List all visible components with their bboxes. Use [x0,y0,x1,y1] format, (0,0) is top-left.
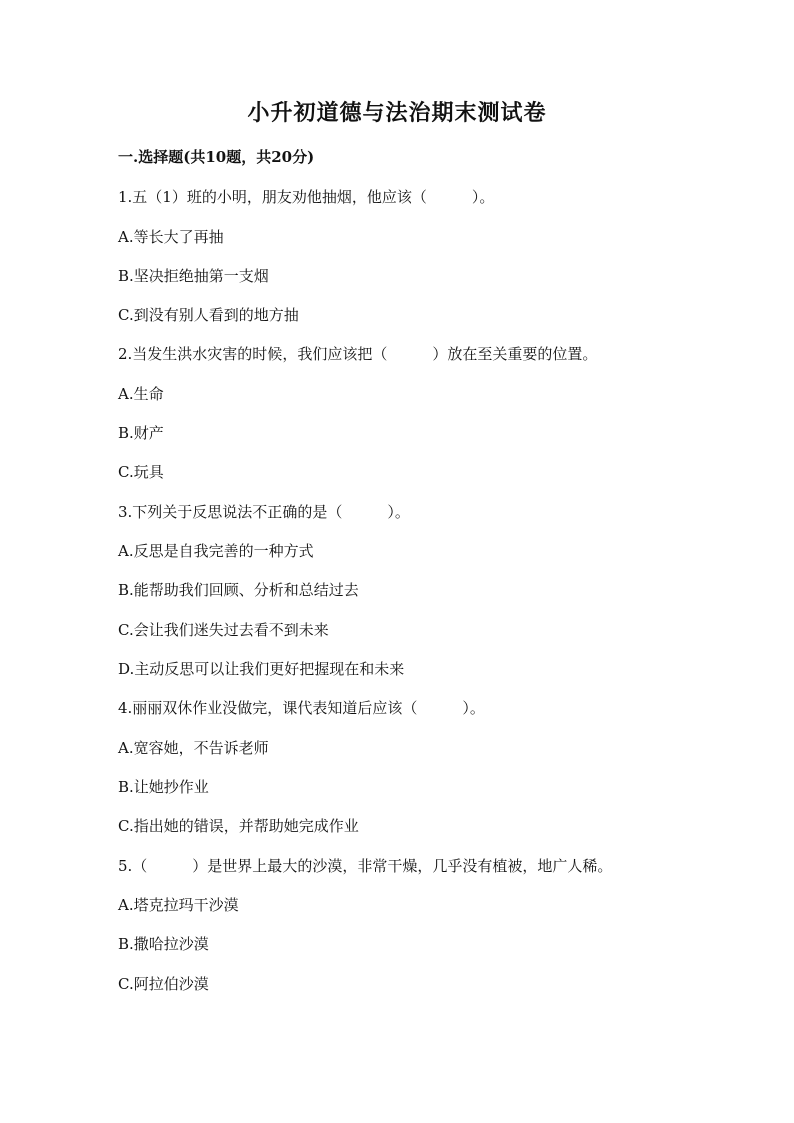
question-4-option-a: A.宽容她，不告诉老师 [118,739,269,757]
question-2-option-b: B.财产 [118,424,164,442]
question-5-stem: 5.（ ）是世界上最大的沙漠，非常干燥，几乎没有植被，地广人稀。 [118,857,613,875]
question-3-option-c: C.会让我们迷失过去看不到未来 [118,621,329,639]
page-title: 小升初道德与法治期末测试卷 [247,100,547,126]
question-3-option-a: A.反思是自我完善的一种方式 [118,542,314,560]
question-4-option-c: C.指出她的错误，并帮助她完成作业 [118,817,359,835]
question-1-option-a: A.等长大了再抽 [118,228,224,246]
question-1-stem: 1.五（1）班的小明，朋友劝他抽烟，他应该（ ）。 [118,188,495,206]
question-1-option-b: B.坚决拒绝抽第一支烟 [118,267,269,285]
question-2-option-c: C.玩具 [118,463,164,481]
question-5-option-a: A.塔克拉玛干沙漠 [118,896,239,914]
question-5-option-b: B.撒哈拉沙漠 [118,935,209,953]
question-5-option-c: C.阿拉伯沙漠 [118,975,209,993]
question-3-stem: 3.下列关于反思说法不正确的是（ ）。 [118,503,410,521]
question-3-option-d: D.主动反思可以让我们更好把握现在和未来 [118,660,405,678]
question-4-option-b: B.让她抄作业 [118,778,209,796]
question-4-stem: 4.丽丽双休作业没做完，课代表知道后应该（ ）。 [118,699,485,717]
section-heading: 一.选择题(共10题，共20分) [118,148,315,166]
question-3-option-b: B.能帮助我们回顾、分析和总结过去 [118,581,359,599]
question-2-option-a: A.生命 [118,385,164,403]
question-2-stem: 2.当发生洪水灾害的时候，我们应该把（ ）放在至关重要的位置。 [118,345,598,363]
question-1-option-c: C.到没有别人看到的地方抽 [118,306,299,324]
